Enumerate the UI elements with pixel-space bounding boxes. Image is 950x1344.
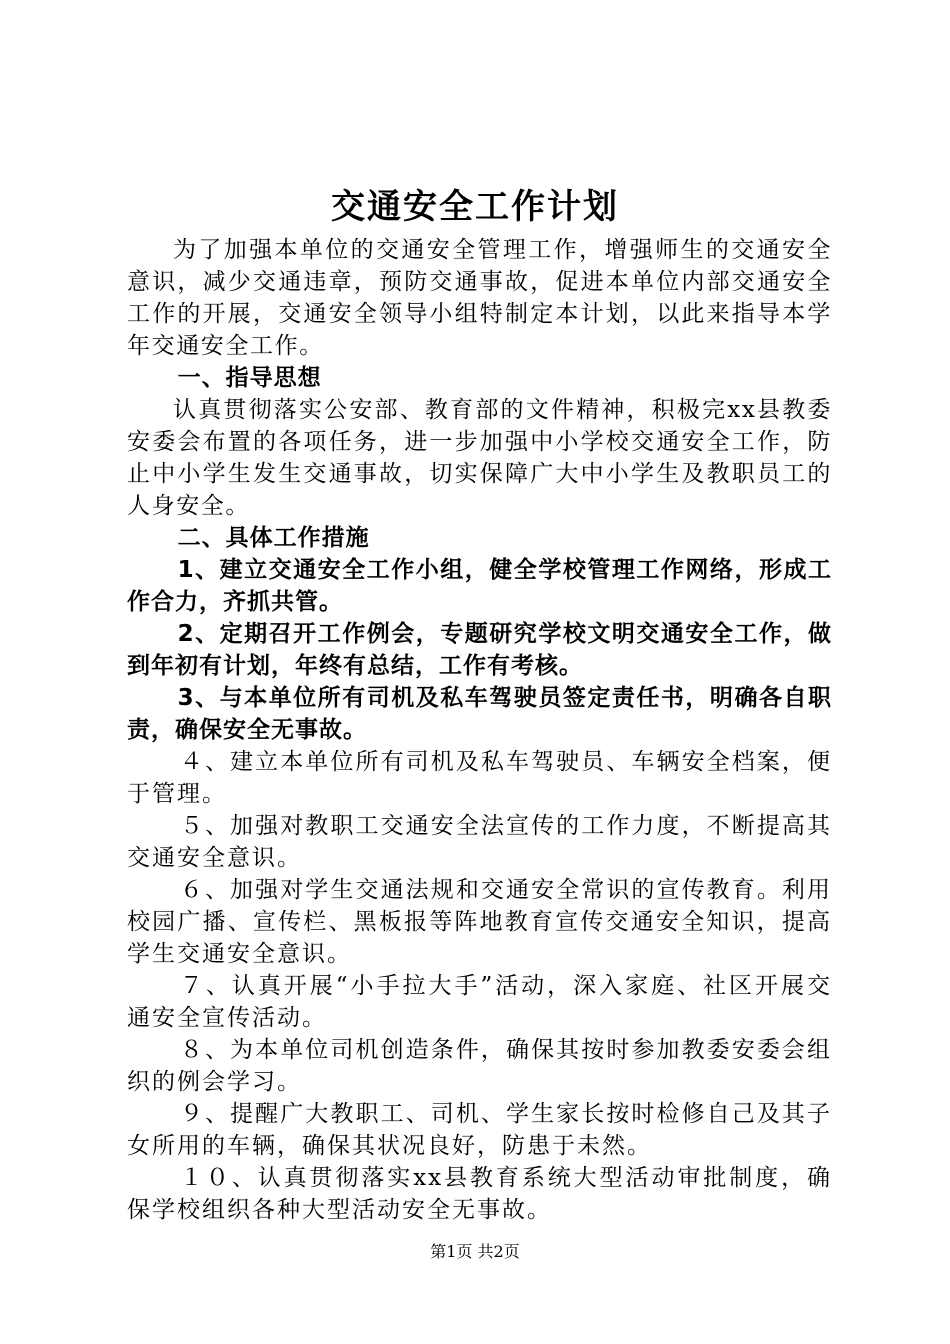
measure-item-2: 2、定期召开工作例会，专题研究学校文明交通安全工作，做到年初有计划，年终有总结，工作有考核。: [127, 621, 832, 679]
page-footer: 第1页 共2页: [430, 1242, 520, 1261]
measure-item-5: ５、加强对教职工交通安全法宣传的工作力度，不断提高其交通安全意识。: [127, 813, 832, 871]
section-heading-guiding-ideology: 一、指导思想: [177, 365, 322, 391]
section-heading-measures: 二、具体工作措施: [177, 525, 370, 551]
measure-item-6: ６、加强对学生交通法规和交通安全常识的宣传教育。利用校园广播、宣传栏、黑板报等阵地教育宣传交通安全知识，提高学生交通安全意识。: [127, 877, 832, 967]
document-title: 交通安全工作计划: [331, 187, 619, 227]
measure-item-3: 3、与本单位所有司机及私车驾驶员签定责任书，明确各自职责，确保安全无事故。: [127, 685, 832, 743]
measure-item-8: ８、为本单位司机创造条件，确保其按时参加教委安委会组织的例会学习。: [127, 1037, 832, 1095]
measure-item-9: ９、提醒广大教职工、司机、学生家长按时检修自己及其子女所用的车辆，确保其状况良好，防患于未然。: [127, 1101, 832, 1159]
guiding-ideology-paragraph: 认真贯彻落实公安部、教育部的文件精神，积极完xx县教委安委会布置的各项任务，进一步加强中小学校交通安全工作，防止中小学生发生交通事故，切实保障广大中小学生及教职员工的人身安全。: [127, 397, 832, 519]
measure-item-1: 1、建立交通安全工作小组，健全学校管理工作网络，形成工作合力，齐抓共管。: [127, 557, 832, 615]
measure-item-10: １０、认真贯彻落实xx县教育系统大型活动审批制度，确保学校组织各种大型活动安全无事故。: [127, 1165, 832, 1223]
document-body: [127, 234, 832, 1226]
measure-item-7: ７、认真开展“小手拉大手”活动，深入家庭、社区开展交通安全宣传活动。: [127, 973, 832, 1031]
measure-item-4: ４、建立本单位所有司机及私车驾驶员、车辆安全档案，便于管理。: [127, 749, 832, 807]
intro-paragraph: 为了加强本单位的交通安全管理工作，增强师生的交通安全意识，减少交通违章，预防交通事故，促进本单位内部交通安全工作的开展，交通安全领导小组特制定本计划，以此来指导本学年交通安全工作。: [127, 237, 832, 359]
